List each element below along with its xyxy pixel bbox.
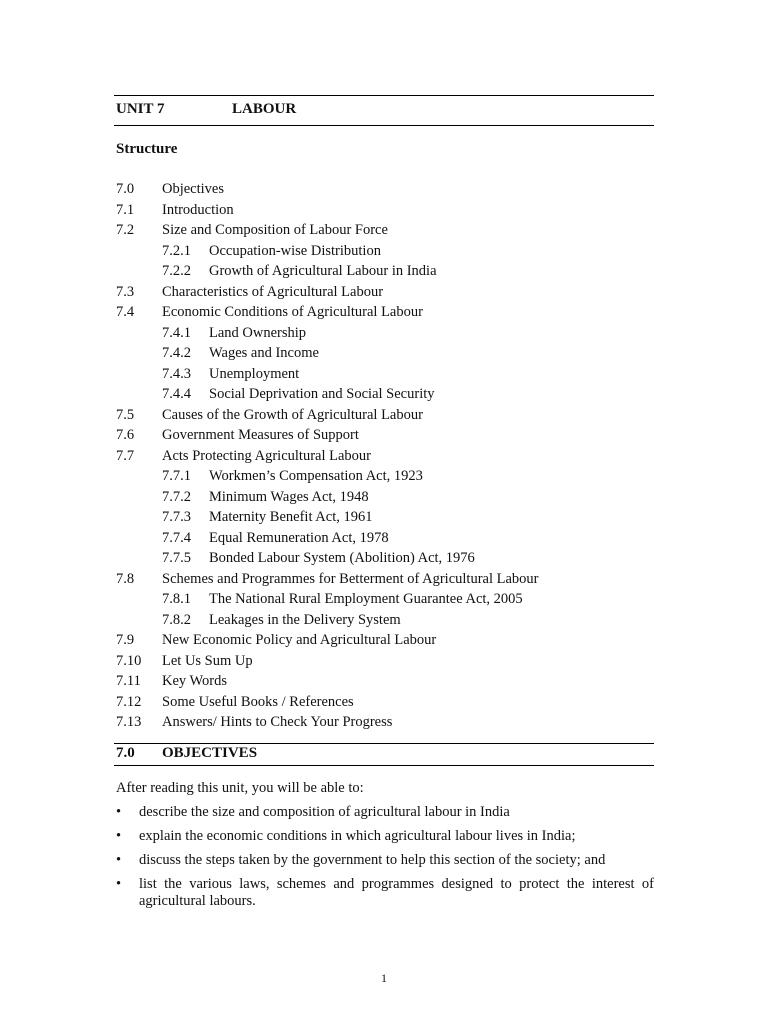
toc-item-number: 7.13 <box>116 714 142 730</box>
toc-item-label: Unemployment <box>209 365 300 382</box>
toc-item-label: Maternity Benefit Act, 1961 <box>209 509 373 525</box>
objective-bullet <box>114 876 654 910</box>
toc-item <box>116 406 656 427</box>
toc-item <box>116 467 656 488</box>
bullet-icon: • <box>116 828 122 844</box>
bullet-icon: • <box>116 852 122 868</box>
table-of-contents <box>116 180 656 734</box>
toc-item-number: 7.6 <box>116 427 135 443</box>
toc-item <box>116 693 656 714</box>
toc-item <box>116 508 656 529</box>
objective-bullet <box>114 852 654 869</box>
toc-item-number: 7.2.2 <box>162 263 191 279</box>
toc-item-label: Occupation-wise Distribution <box>209 242 381 259</box>
toc-item-label: Answers/ Hints to Check Your Progress <box>162 714 393 730</box>
toc-item-number: 7.2.1 <box>162 242 191 259</box>
toc-item <box>116 549 656 570</box>
toc-item <box>116 713 656 734</box>
toc-item-number: 7.2 <box>116 222 135 238</box>
objectives-number: 7.0 <box>116 745 135 761</box>
toc-item <box>116 262 656 283</box>
toc-item <box>116 447 656 468</box>
unit-title: LABOUR <box>232 101 297 117</box>
objective-text: explain the economic conditions in which agricultural labour lives in India; <box>139 828 576 844</box>
unit-number: UNIT 7 <box>116 101 165 117</box>
toc-item-number: 7.4.1 <box>162 324 191 341</box>
toc-item-number: 7.7.5 <box>162 550 191 566</box>
toc-item-label: Schemes and Programmes for Betterment of Agricultural Labour <box>162 570 539 587</box>
unit-bottom-rule <box>114 125 654 126</box>
unit-top-rule <box>114 95 654 96</box>
toc-item <box>116 201 656 222</box>
toc-item-label: Characteristics of Agricultural Labour <box>162 283 384 300</box>
objective-bullet <box>114 828 654 845</box>
toc-item-number: 7.1 <box>116 201 135 218</box>
toc-item <box>116 426 656 447</box>
objective-text: list the various laws, schemes and programmes designed to protect the interest of agricultural labours. <box>139 876 654 909</box>
toc-item-label: Wages and Income <box>209 345 319 361</box>
toc-item-number: 7.11 <box>116 673 141 689</box>
toc-item-number: 7.7 <box>116 447 135 464</box>
objectives-list <box>114 804 654 917</box>
toc-item-number: 7.5 <box>116 406 135 423</box>
toc-item-label: Economic Conditions of Agricultural Labour <box>162 304 423 320</box>
toc-item-label: The National Rural Employment Guarantee Act, 2005 <box>209 591 523 607</box>
toc-item-number: 7.8 <box>116 570 135 587</box>
toc-item-number: 7.8.2 <box>162 611 191 628</box>
toc-item <box>116 180 656 201</box>
objectives-intro: After reading this unit, you will be able to: <box>116 780 364 796</box>
toc-item <box>116 385 656 406</box>
toc-item-label: Land Ownership <box>209 324 307 341</box>
toc-item-number: 7.7.1 <box>162 468 191 484</box>
toc-item-label: New Economic Policy and Agricultural Labour <box>162 632 437 648</box>
toc-item-label: Introduction <box>162 201 234 218</box>
page-number: 1 <box>381 971 387 985</box>
toc-item-number: 7.0 <box>116 181 135 197</box>
toc-item-label: Equal Remuneration Act, 1978 <box>209 529 389 546</box>
toc-item <box>116 242 656 263</box>
toc-item-label: Social Deprivation and Social Security <box>209 386 435 402</box>
objectives-title: OBJECTIVES <box>162 745 258 761</box>
toc-item-label: Workmen’s Compensation Act, 1923 <box>209 468 423 484</box>
toc-item-label: Growth of Agricultural Labour in India <box>209 263 437 279</box>
toc-item <box>116 365 656 386</box>
objectives-top-rule <box>114 743 654 744</box>
toc-item <box>116 344 656 365</box>
toc-item-number: 7.10 <box>116 652 142 669</box>
toc-item-label: Minimum Wages Act, 1948 <box>209 488 369 505</box>
toc-item-label: Size and Composition of Labour Force <box>162 222 388 238</box>
toc-item <box>116 611 656 632</box>
toc-item-number: 7.7.4 <box>162 529 191 546</box>
toc-item-number: 7.8.1 <box>162 591 191 607</box>
toc-item-label: Government Measures of Support <box>162 427 359 443</box>
toc-item <box>116 570 656 591</box>
toc-item-number: 7.7.2 <box>162 488 191 505</box>
objectives-bottom-rule <box>114 765 654 766</box>
toc-item-number: 7.4.2 <box>162 345 191 361</box>
toc-item <box>116 672 656 693</box>
structure-heading: Structure <box>116 141 178 157</box>
toc-item-label: Causes of the Growth of Agricultural Labour <box>162 406 423 423</box>
toc-item-number: 7.7.3 <box>162 509 191 525</box>
toc-item-label: Acts Protecting Agricultural Labour <box>162 447 371 464</box>
toc-item <box>116 221 656 242</box>
objective-text: describe the size and composition of agricultural labour in India <box>139 804 510 820</box>
toc-item-label: Objectives <box>162 181 225 197</box>
toc-item <box>116 590 656 611</box>
toc-item <box>116 324 656 345</box>
toc-item-label: Key Words <box>162 673 228 689</box>
toc-item-number: 7.9 <box>116 632 135 648</box>
bullet-icon: • <box>116 804 122 820</box>
toc-item-label: Leakages in the Delivery System <box>209 611 401 628</box>
toc-item-number: 7.12 <box>116 693 142 710</box>
bullet-icon: • <box>116 876 122 892</box>
toc-item <box>116 631 656 652</box>
objective-bullet <box>114 804 654 821</box>
toc-item <box>116 303 656 324</box>
document-page <box>114 0 654 1024</box>
objective-text: discuss the steps taken by the government to help this section of the society; and <box>139 852 606 868</box>
toc-item-label: Some Useful Books / References <box>162 693 354 710</box>
toc-item <box>116 529 656 550</box>
toc-item-label: Bonded Labour System (Abolition) Act, 1976 <box>209 550 475 566</box>
objectives-heading <box>116 745 516 762</box>
toc-item <box>116 488 656 509</box>
toc-item-number: 7.4.3 <box>162 365 191 382</box>
toc-item <box>116 283 656 304</box>
toc-item-number: 7.4.4 <box>162 386 191 402</box>
toc-item-number: 7.3 <box>116 283 135 300</box>
toc-item-label: Let Us Sum Up <box>162 652 253 669</box>
unit-heading <box>116 101 297 118</box>
toc-item-number: 7.4 <box>116 304 135 320</box>
toc-item <box>116 652 656 673</box>
